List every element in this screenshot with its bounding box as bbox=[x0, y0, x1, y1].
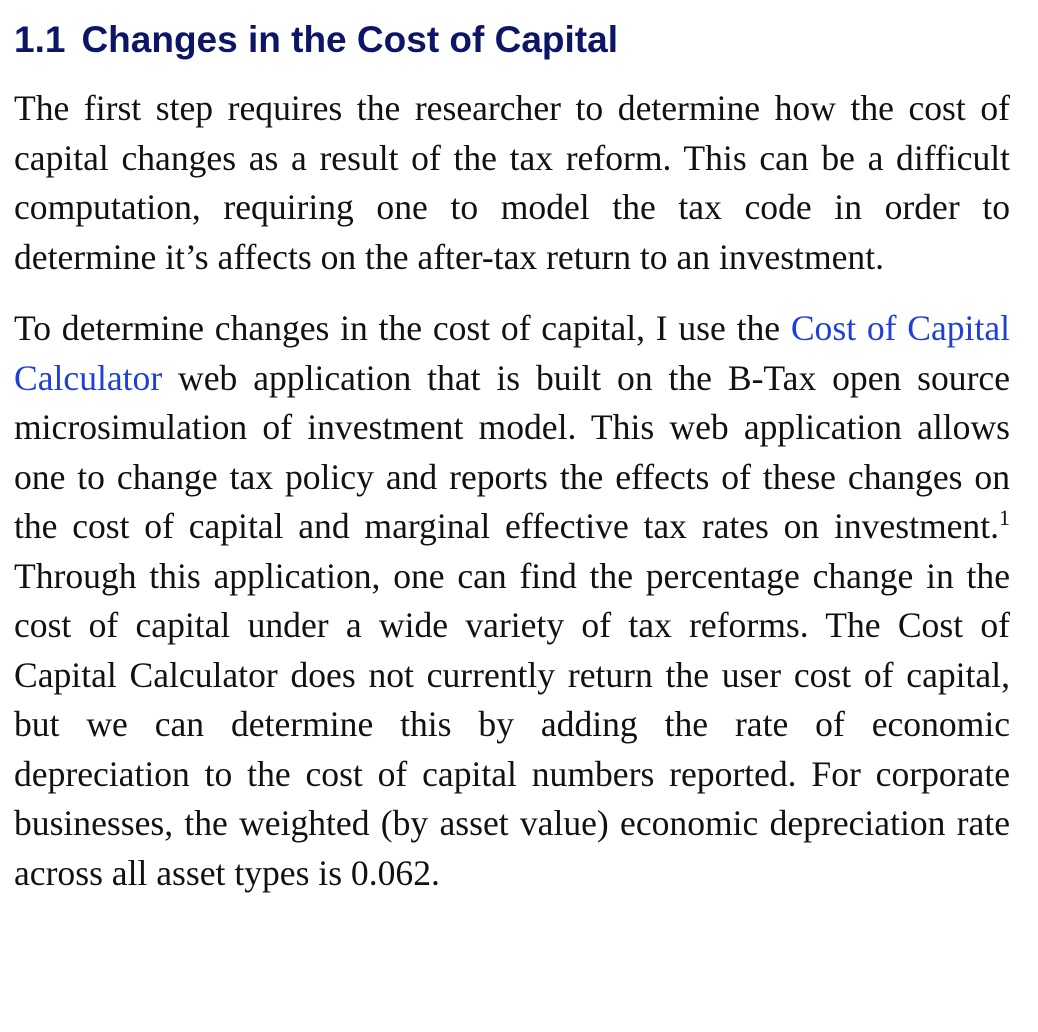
paragraph-method bbox=[14, 304, 1010, 898]
cost-of-capital-calculator-link[interactable]: Cost of Capital Calculator bbox=[14, 308, 1011, 398]
section-number: 1.1 bbox=[14, 19, 66, 60]
section-title: Changes in the Cost of Capital bbox=[81, 19, 618, 60]
document-page bbox=[14, 18, 1010, 898]
footnote-marker[interactable]: 1 bbox=[999, 505, 1010, 531]
section-heading bbox=[14, 18, 1010, 62]
paragraph-method-lead: To determine changes in the cost of capital, I use the bbox=[14, 308, 791, 349]
paragraph-method-tail: Through this application, one can find the percentage change in the cost of capital under a wide variety of tax reforms. The Cost of Capital Calculator does not currently return the user cost of capital, but we can determine this by adding the rate of economic depreciation to the cost of capital numbers reported. For corporate businesses, the weighted (by asset value) economic depreciation rate across all asset types is 0.062. bbox=[14, 555, 1010, 893]
paragraph-intro: The first step requires the researcher to determine how the cost of capital changes as a result of the tax reform. This can be a difficult computation, requiring one to model the tax code in order to determine it’s affects on the after-tax return to an investment. bbox=[14, 88, 1010, 277]
paragraph-method-middle: web application that is built on the B-Tax open source microsimulation of investment model. This web application allows one to change tax policy and reports the effects of these changes on the cost of capital and marginal effective tax rates on investment. bbox=[14, 357, 1010, 547]
